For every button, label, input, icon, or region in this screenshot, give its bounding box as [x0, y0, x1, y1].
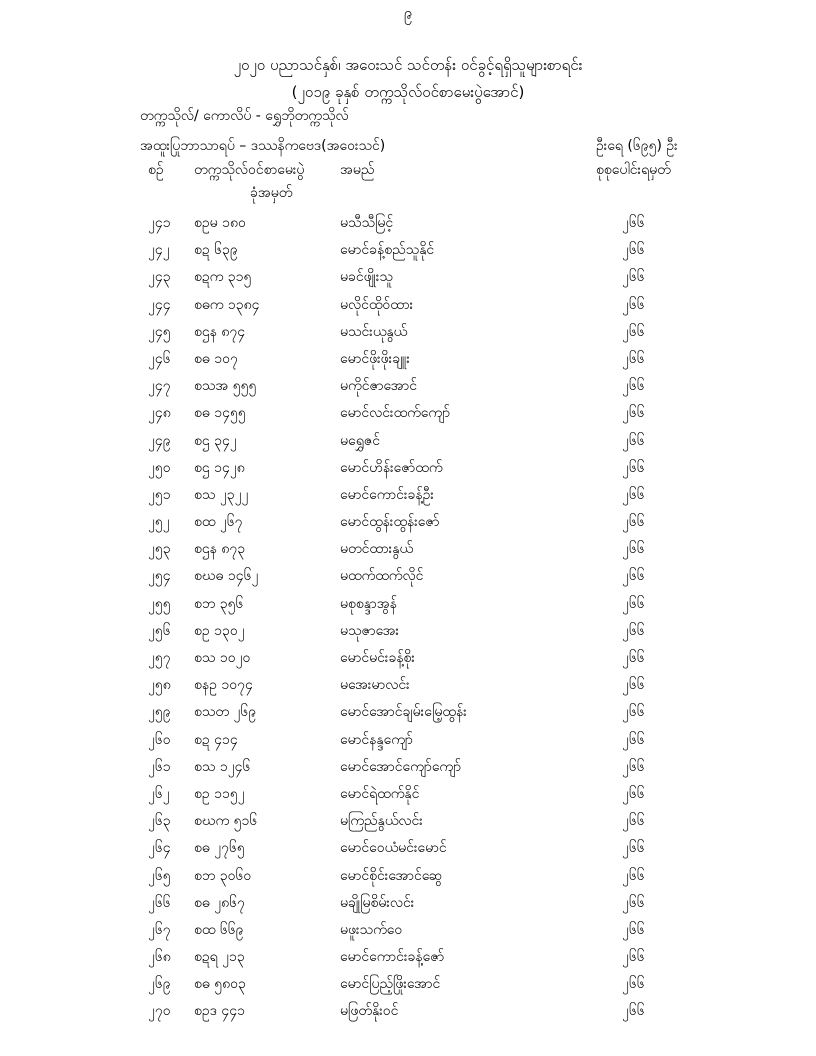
row-roll: စဍက ၃၁၅	[194, 269, 252, 286]
table-row	[0, 482, 816, 509]
document-title: ၂၀၂၀ ပညာသင်နှစ်၊ အဝေးသင် သင်တန်း ဝင်ခွင့်ရရှိသူများစာရင်း	[233, 56, 583, 74]
row-no: ၂၅၄	[148, 568, 171, 585]
row-total: ၂၆၆	[622, 650, 645, 666]
row-no: ၂၆၂	[148, 785, 170, 802]
table-row	[0, 618, 816, 645]
row-total: ၂၆၆	[622, 1003, 645, 1020]
row-name: မဖြတ်နိုးဝင်	[340, 1003, 399, 1020]
table-row	[0, 890, 816, 917]
row-name: မကြည်နွယ်လင်း	[340, 813, 423, 830]
row-roll: စဘ ၃၅၆	[194, 595, 244, 612]
row-total: ၂၆၆	[622, 813, 645, 830]
row-roll: စဌ ၃၄၂	[194, 432, 237, 449]
row-roll: စထ ၂၆၇	[194, 514, 243, 531]
row-roll: စဓ ၁၄၅၅	[194, 405, 246, 422]
row-name: မသင်းယုနွယ်	[340, 323, 408, 340]
header-total: စုစုပေါင်းရမှတ်	[596, 162, 671, 178]
row-no: ၂၆၈	[148, 949, 171, 966]
row-roll: စဍ ၆၃၉	[194, 242, 238, 259]
row-no: ၂၅၈	[148, 677, 171, 694]
row-no: ၂၄၄	[148, 296, 171, 313]
row-name: မချိုမြစိမ်းလင်း	[340, 894, 415, 911]
row-no: ၂၅၀	[148, 459, 171, 476]
row-roll: စသအ ၅၅၅	[194, 378, 257, 395]
table-row	[0, 998, 816, 1025]
row-total: ၂၆၆	[622, 541, 645, 558]
row-no: ၂၆၄	[148, 840, 171, 857]
row-no: ၂၄၃	[148, 269, 171, 286]
table-row	[0, 754, 816, 781]
row-name: မောင်မင်းခန့်စိုး	[340, 650, 415, 666]
row-no: ၂၅၉	[148, 704, 171, 721]
row-roll: စဌန ၈၇၃	[194, 541, 246, 558]
university-label: တက္ကသိုလ်/ ကောလိပ် - ရွှေဘိုတက္ကသိုလ်	[140, 108, 349, 124]
row-no: ၂၄၅	[148, 323, 171, 340]
table-row	[0, 400, 816, 427]
row-no: ၂၄၂	[148, 242, 170, 259]
table-row	[0, 292, 816, 319]
row-total: ၂၆၆	[622, 894, 645, 911]
row-total: ၂၆၆	[622, 242, 645, 259]
row-no: ၂၆၃	[148, 813, 171, 830]
row-roll: စသတ ၂၆၉	[194, 704, 257, 721]
row-no: ၂၅၅	[148, 595, 171, 612]
row-name: မထက်ထက်လိုင်	[340, 568, 424, 585]
row-roll: စဍ ၄၁၄	[194, 731, 238, 748]
row-name: မလိုင်ထိုဝ်ထား	[340, 296, 414, 313]
row-name: မောင်အောင်ကျော်ကျော်	[340, 758, 462, 775]
row-name: မောင်လင်းထက်ကျော်	[340, 405, 451, 422]
row-roll: စထ ၆၆၉	[194, 921, 244, 938]
major-label: အထူးပြုဘာသာရပ် – ဒဿနိကဗေဒ(အဝေးသင်)	[140, 138, 386, 154]
row-total: ၂၆၆	[622, 949, 645, 966]
row-no: ၂၅၆	[148, 622, 171, 639]
document-subtitle: (၂၀၁၉ ခုနှစ် တက္ကသိုလ်ဝင်စာမေးပွဲအောင်)	[291, 83, 525, 101]
row-no: ၂၅၂	[148, 514, 170, 531]
table-row	[0, 917, 816, 944]
row-total: ၂၆၆	[622, 677, 645, 694]
table-row	[0, 781, 816, 808]
row-roll: စဍရ ၂၁၃	[194, 949, 245, 966]
table-row	[0, 536, 816, 563]
row-total: ၂၆၆	[622, 840, 645, 857]
table-row	[0, 672, 816, 699]
row-total: ၂၆၆	[622, 215, 645, 231]
table-row	[0, 509, 816, 536]
row-no: ၂၆၅	[148, 867, 171, 884]
table-row	[0, 319, 816, 346]
row-roll: စဌ ၁၄၂၈	[194, 459, 245, 476]
row-roll: စနဥ ၁၀၇၄	[194, 677, 253, 694]
row-total: ၂၆၆	[622, 731, 645, 748]
row-roll: စဃက ၅၁၆	[194, 813, 258, 830]
row-name: မခင်ဖျိုးသူ	[340, 269, 393, 286]
row-roll: စဥ ၁၃၀၂	[194, 622, 245, 639]
row-no: ၂၄၇	[148, 378, 171, 395]
table-row	[0, 808, 816, 835]
row-total: ၂၆၆	[622, 486, 645, 503]
row-roll: စဓက ၁၃၈၄	[194, 296, 260, 313]
row-name: မအေးမာလင်း	[340, 677, 410, 694]
row-no: ၂၄၆	[148, 350, 171, 367]
row-roll: စဓ ၁၀၇	[194, 350, 238, 367]
row-name: မဖူးသက်ဝေ	[340, 921, 403, 938]
row-no: ၂၅၃	[148, 541, 171, 558]
row-total: ၂၆၆	[622, 704, 645, 721]
row-roll: စဥ ၁၁၅၂	[194, 785, 245, 802]
row-no: ၂၅၁	[148, 486, 171, 503]
table-row	[0, 645, 816, 672]
header-roll: တက္ကသိုလ်ဝင်စာမေးပွဲ	[194, 162, 305, 178]
row-roll: စသ ၁၀၂၀	[194, 650, 251, 666]
row-no: ၂၇၀	[148, 1003, 171, 1020]
row-total: ၂၆၆	[622, 296, 645, 313]
row-name: မောင်ကောင်းခန့်ဇော်	[340, 949, 445, 966]
row-name: မောင်နန္ဒကျော်	[340, 731, 413, 748]
row-name: မကိုင်ဇာအောင်	[340, 378, 417, 395]
row-roll: စသ ၁၂၄၆	[194, 758, 251, 775]
table-row	[0, 428, 816, 455]
row-total: ၂၆၆	[622, 595, 645, 612]
table-row	[0, 699, 816, 726]
row-no: ၂၆၇	[148, 921, 171, 938]
row-name: မောင်ကောင်းခန့်ဦး	[340, 486, 434, 503]
row-no: ၂၄၈	[148, 405, 171, 422]
total-count: ဦးရေ (၆၉၅) ဦး	[596, 138, 678, 154]
table-row	[0, 373, 816, 400]
results-table	[0, 210, 816, 1026]
row-name: မသီသီမြင့်	[340, 215, 394, 231]
row-name: မောင်ဖိုးဖိုးချူး	[340, 350, 410, 367]
table-row	[0, 835, 816, 862]
row-total: ၂၆၆	[622, 350, 645, 367]
row-total: ၂၆၆	[622, 323, 645, 340]
page-number: ၉	[403, 4, 413, 22]
row-total: ၂၆၆	[622, 514, 645, 531]
header-no: စဉ်	[148, 162, 164, 178]
row-name: မောင်စိုင်းအောင်ဆွေ	[340, 867, 443, 884]
row-total: ၂၆၆	[622, 459, 645, 476]
row-no: ၂၆၆	[148, 894, 171, 911]
table-row	[0, 346, 816, 373]
row-roll: စဘ ၃၀၆၀	[194, 867, 252, 884]
row-no: ၂၆၀	[148, 731, 171, 748]
row-no: ၂၅၇	[148, 650, 171, 666]
row-total: ၂၆၆	[622, 867, 645, 884]
row-total: ၂၆၆	[622, 758, 645, 775]
table-row	[0, 863, 816, 890]
row-name: မောင်ရဲထက်နိုင်	[340, 785, 420, 802]
row-no: ၂၄၁	[148, 215, 171, 231]
row-total: ၂၆၆	[622, 568, 645, 585]
row-name: မောင်ခန့်စည်သူနိုင်	[340, 242, 435, 259]
table-row	[0, 237, 816, 264]
row-total: ၂၆၆	[622, 622, 645, 639]
row-roll: စသ ၂၃၂၂	[194, 486, 249, 503]
row-name: မစုစန္ဒာအွန်	[340, 595, 397, 612]
row-roll: စဃဓ ၁၄၆၂	[194, 568, 259, 585]
row-name: မောင်ပြည့်ဖြိုးအောင်	[340, 976, 441, 993]
row-name: မသုဇာအေး	[340, 622, 400, 639]
row-name: မရွှေဇင်	[340, 432, 381, 449]
row-total: ၂၆၆	[622, 378, 645, 395]
row-roll: စဥဒ ၄၄၁	[194, 1003, 246, 1020]
row-total: ၂၆၆	[622, 269, 645, 286]
table-row	[0, 971, 816, 998]
header-roll-line2: ခုံအမှတ်	[250, 185, 293, 201]
row-name: မတင်ထားနွယ်	[340, 541, 414, 558]
table-row	[0, 944, 816, 971]
row-total: ၂၆၆	[622, 785, 645, 802]
row-roll: စဓ ၅၈၀၃	[194, 976, 246, 993]
row-total: ၂၆၆	[622, 432, 645, 449]
row-total: ၂၆၆	[622, 921, 645, 938]
row-name: မောင်ဝေယံမင်းမောင်	[340, 840, 447, 857]
row-no: ၂၄၉	[148, 432, 171, 449]
row-roll: စဓ ၂၇၆၅	[194, 840, 245, 857]
row-roll: စဌန ၈၇၄	[194, 323, 246, 340]
table-row	[0, 591, 816, 618]
row-name: မောင်အောင်ချမ်းမြေ့ထွန်း	[340, 704, 467, 721]
row-roll: စဥမ ၁၈၀	[194, 215, 246, 231]
row-no: ၂၆၁	[148, 758, 171, 775]
row-no: ၂၆၉	[148, 976, 171, 993]
table-row	[0, 455, 816, 482]
row-total: ၂၆၆	[622, 976, 645, 993]
row-total: ၂၆၆	[622, 405, 645, 422]
row-roll: စဓ ၂၈၆၇	[194, 894, 245, 911]
table-row	[0, 563, 816, 590]
header-name: အမည်	[340, 162, 375, 178]
row-name: မောင်ဟိန်းဇော်ထက်	[340, 459, 443, 476]
table-row	[0, 210, 816, 237]
row-name: မောင်ထွန်းထွန်းဇော်	[340, 514, 440, 531]
table-row	[0, 727, 816, 754]
table-row	[0, 264, 816, 291]
